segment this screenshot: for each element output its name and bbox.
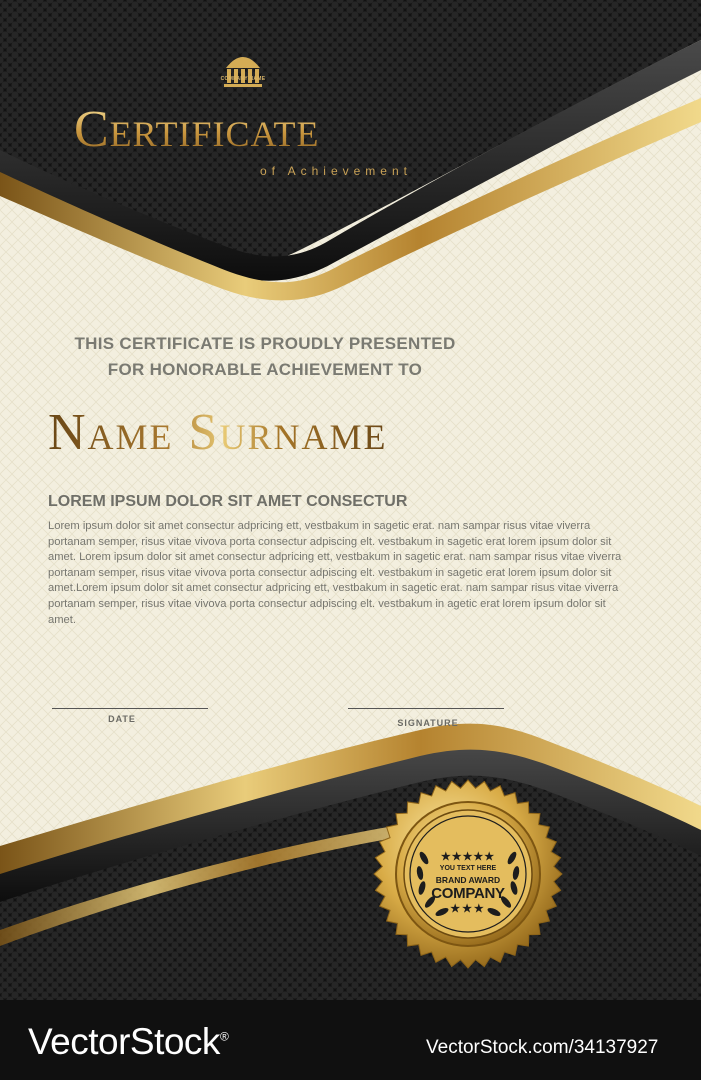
watermark-registered-mark: ® (219, 1029, 229, 1044)
recipient-name: Name Surname (48, 404, 388, 461)
seal-stars-bottom: ★★★ (450, 903, 486, 915)
seal-text-line-3: COMPANY (431, 885, 505, 902)
gold-award-seal-icon (372, 778, 564, 970)
presented-line-2: FOR HONORABLE ACHIEVEMENT TO (107, 360, 423, 379)
seal-stars-top: ★★★★★ (440, 851, 496, 863)
signature-line (348, 708, 504, 709)
watermark-id: VectorStock.com/34137927 (426, 1037, 659, 1058)
body-text: Lorem ipsum dolor sit amet consectur adpricing ett, vestbakum in sagetic erat. nam sampar risus vitae viverra portanam semper, risus vitae vivova porta consectur adpiscing elt. vestbakum in sagetic erat lorem ipsum dolor sit amet. Lorem ipsum dolor sit amet consectur adpricing ett, vestbakum in sagetic erat. nam sampar risus vitae viverra portanam semper, risus vitae vivova porta consectur adpiscing elt. vestbakum in sagetic erat lorem ipsum dolor sit amet.Lorem ipsum dolor sit amet consectur adpricing ett, vestbakum in sagetic erat. nam sampar risus vitae viverra portanam semper, risus vitae vivova porta consectur adpiscing elt. vestbakum in agetic erat lorem ipsum dolor sit amet. (48, 520, 622, 626)
body-heading: LOREM IPSUM DOLOR SIT AMET CONSECTUR (48, 493, 408, 510)
company-mark-label: COMPANY NAME (220, 76, 266, 82)
date-label: DATE (108, 714, 136, 724)
watermark-brand-text: VectorStock (28, 1021, 220, 1062)
seal-text-line-2: BRAND AWARD (435, 875, 501, 885)
watermark-brand (28, 1021, 228, 1063)
signature-label: SIGNATURE (397, 718, 459, 728)
seal-text-line-1: YOU TEXT HERE (439, 865, 497, 872)
certificate-subtitle: of Achievement (259, 164, 412, 178)
presented-line-1: THIS CERTIFICATE IS PROUDLY PRESENTED (74, 334, 456, 353)
certificate-title: Certificate (74, 101, 320, 158)
columned-building-icon (218, 48, 268, 92)
date-line (52, 708, 208, 709)
